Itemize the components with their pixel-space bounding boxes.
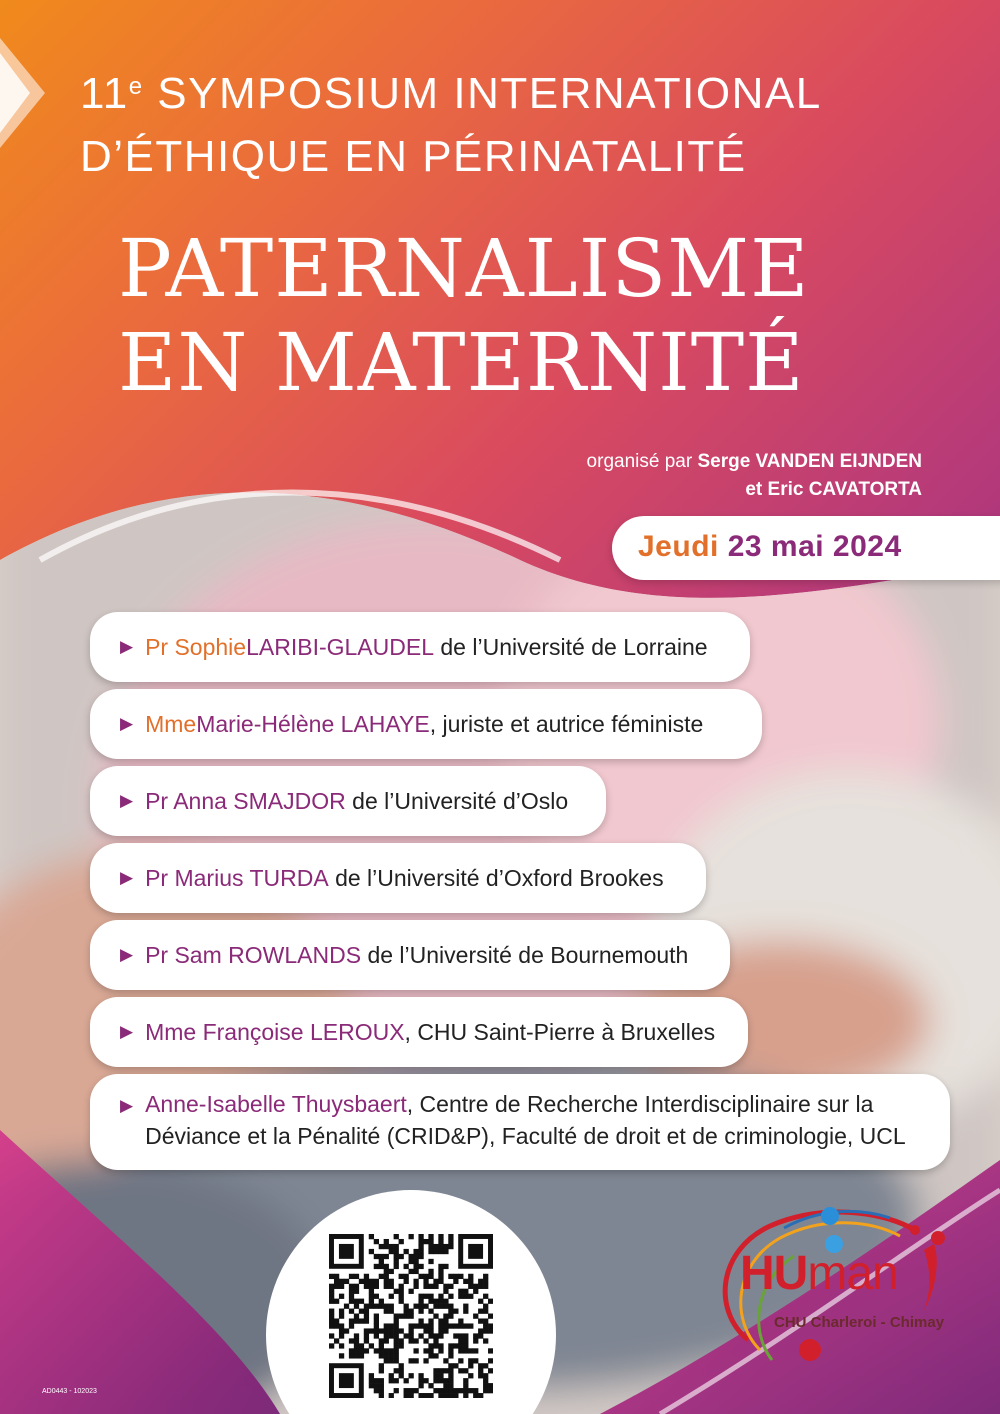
- speaker-item: [90, 920, 730, 990]
- speaker-affiliation: , Centre de Recherche Interdisciplinaire sur la: [406, 1091, 874, 1117]
- speaker-item: [90, 1074, 950, 1170]
- triangle-bullet-icon: ▶: [120, 1096, 134, 1115]
- logo-text: [740, 1246, 898, 1301]
- human-logo: [710, 1200, 960, 1380]
- speaker-affiliation: de l’Université d’Oxford Brookes: [328, 864, 664, 891]
- symposium-ordinal: e: [128, 73, 144, 100]
- speaker-name: Pr Sam ROWLANDS: [145, 941, 362, 968]
- logo-man: man: [807, 1247, 898, 1300]
- speaker-affiliation: , CHU Saint-Pierre à Bruxelles: [404, 1018, 716, 1045]
- speaker-affiliation-line2: Déviance et la Pénalité (CRID&P), Faculté de droit et de criminologie, UCL: [145, 1123, 906, 1149]
- corner-arrow-icon: [0, 38, 60, 148]
- title-line1: PATERNALISME: [118, 222, 810, 315]
- speaker-surname: LARIBI-GLAUDEL: [246, 633, 434, 660]
- speaker-item: [90, 843, 706, 913]
- page-title: [118, 222, 810, 410]
- triangle-bullet-icon: ▶: [120, 868, 134, 887]
- speaker-name: Anne-Isabelle Thuysbaert: [145, 1091, 407, 1117]
- triangle-bullet-icon: ▶: [120, 714, 134, 733]
- date-weekday: Jeudi: [638, 530, 719, 563]
- triangle-bullet-icon: ▶: [120, 791, 134, 810]
- logo-subtitle: CHU Charleroi - Chimay: [774, 1314, 945, 1331]
- speaker-affiliation: de l’Université de Bournemouth: [361, 941, 689, 968]
- date-rest: 23 mai 2024: [718, 530, 902, 563]
- speaker-name: Pr Sophie: [145, 633, 247, 660]
- qr-code[interactable]: [329, 1234, 493, 1398]
- speaker-affiliation: de l’Université de Lorraine: [434, 633, 708, 660]
- logo-hu: HU: [740, 1247, 808, 1300]
- date-badge: [612, 516, 1000, 580]
- organizers-prefix: organisé par: [586, 451, 698, 472]
- speaker-item: [90, 689, 762, 759]
- speaker-name: Marie-Hélène LAHAYE: [196, 710, 430, 737]
- speaker-title: Mme: [145, 710, 197, 737]
- symposium-line1: SYMPOSIUM INTERNATIONAL: [143, 69, 822, 118]
- symposium-number: 11: [80, 69, 129, 118]
- document-code: AD0443 - 102023: [42, 1388, 97, 1395]
- triangle-bullet-icon: ▶: [120, 1022, 134, 1041]
- symposium-heading: [80, 66, 822, 185]
- symposium-line2: D’ÉTHIQUE EN PÉRINATALITÉ: [80, 132, 747, 181]
- organizer-name-1: Serge VANDEN EIJNDEN: [697, 451, 922, 472]
- speaker-item: [90, 997, 748, 1067]
- triangle-bullet-icon: ▶: [120, 945, 134, 964]
- organizer-name-2: et Eric CAVATORTA: [745, 479, 922, 500]
- speaker-affiliation: , juriste et autrice féministe: [429, 710, 704, 737]
- triangle-bullet-icon: ▶: [120, 637, 134, 656]
- speaker-item: [90, 766, 606, 836]
- organizers: [587, 448, 922, 504]
- speaker-item: [90, 612, 750, 682]
- speaker-affiliation: de l’Université d’Oslo: [345, 787, 569, 814]
- speaker-name: Pr Marius TURDA: [145, 864, 329, 891]
- title-line2: EN MATERNITÉ: [118, 316, 805, 409]
- speaker-name: Mme Françoise LEROUX: [145, 1018, 405, 1045]
- speaker-name: Pr Anna SMAJDOR: [145, 787, 346, 814]
